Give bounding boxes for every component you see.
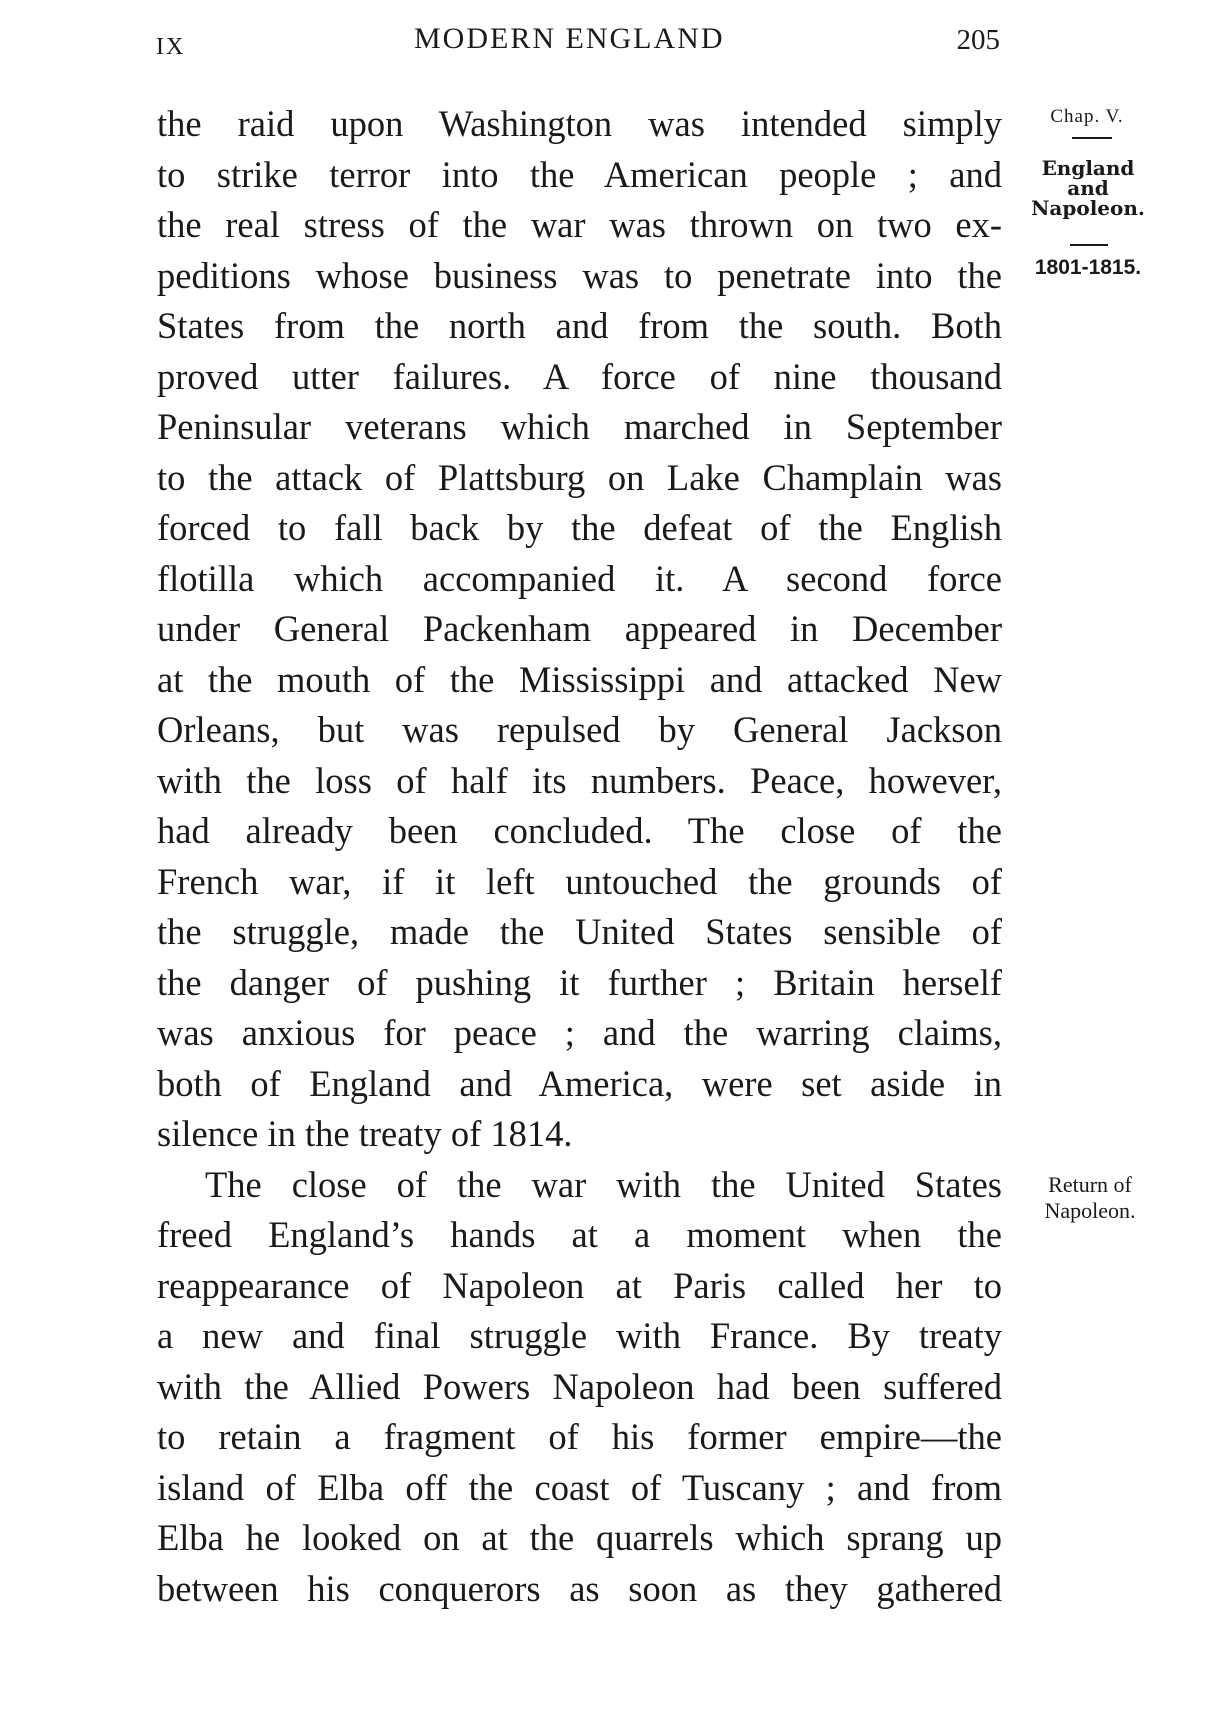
text-line: island of Elba off the coast of Tuscany ; and from [157, 1466, 1002, 1508]
text-line: reappearance of Napoleon at Paris called her to [157, 1264, 1002, 1306]
text-line: with the loss of half its numbers. Peace, however, [157, 759, 1002, 801]
text-line: was anxious for peace ; and the warring claims, [157, 1012, 1002, 1053]
text-line: proved utter failures. A force of nine thousand [157, 355, 1002, 397]
running-head [152, 22, 1000, 62]
text-line: had already been concluded. The close of the [157, 810, 1002, 851]
book-title: MODERN ENGLAND [414, 22, 725, 55]
text-line: The close of the war with the United States [205, 1163, 1002, 1205]
body-text [157, 99, 1002, 1614]
paragraph-1 [157, 99, 1002, 1160]
margin-topic-line-2: and [1067, 176, 1109, 200]
text-line: with the Allied Powers Napoleon had been suffered [157, 1365, 1002, 1407]
text-line: silence in the treaty of 1814. [157, 1113, 573, 1154]
text-line: States from the north and from the south. Both [157, 305, 1002, 346]
text-line: the real stress of the war was thrown on two ex- [157, 204, 1002, 245]
text-line: forced to fall back by the defeat of the English [157, 507, 1002, 548]
margin-topic-line-3: Napoleon. [1031, 196, 1145, 220]
text-line: freed England’s hands at a moment when the [157, 1214, 1002, 1255]
text-line: to strike terror into the American people ; and [157, 153, 1002, 195]
text-line: peditions whose business was to penetrate into the [157, 254, 1002, 296]
text-line: Orleans, but was repulsed by General Jackson [157, 709, 1002, 750]
margin-rule-1 [1072, 137, 1112, 139]
margin-topic [1026, 157, 1150, 220]
margin-return-line-2: Napoleon. [1044, 1198, 1136, 1223]
text-line: at the mouth of the Mississippi and attacked New [157, 658, 1002, 700]
text-line: the raid upon Washington was intended simply [157, 103, 1002, 144]
text-line: Elba he looked on at the quarrels which sprang up [157, 1517, 1002, 1558]
margin-chapter-label: Chap. V. [1050, 106, 1124, 127]
text-line: to retain a fragment of his former empire—the [157, 1416, 1002, 1457]
text-line: Peninsular veterans which marched in September [157, 406, 1002, 447]
text-line: between his conquerors as soon as they gathered [157, 1567, 1002, 1609]
page-number: 205 [956, 24, 1000, 56]
text-line: a new and final struggle with France. By treaty [157, 1315, 1002, 1356]
margin-dates: 1801-1815. [1034, 256, 1142, 279]
text-line: to the attack of Plattsburg on Lake Champlain was [157, 456, 1002, 498]
margin-rule-2 [1070, 244, 1108, 246]
text-line: under General Packenham appeared in December [157, 608, 1002, 649]
margin-return-line-1: Return of [1048, 1172, 1132, 1197]
margin-topic-line-1: England [1041, 156, 1135, 180]
margin-return-note [1026, 1172, 1154, 1224]
text-line: French war, if it left untouched the grounds of [157, 860, 1002, 902]
text-line: the struggle, made the United States sensible of [157, 911, 1002, 952]
paragraph-2 [157, 1160, 1002, 1615]
text-line: both of England and America, were set aside in [157, 1062, 1002, 1104]
text-line: flotilla which accompanied it. A second force [157, 557, 1002, 599]
chapter-roman-numeral: IX [156, 34, 186, 60]
text-line: the danger of pushing it further ; Britain herself [157, 961, 1002, 1003]
